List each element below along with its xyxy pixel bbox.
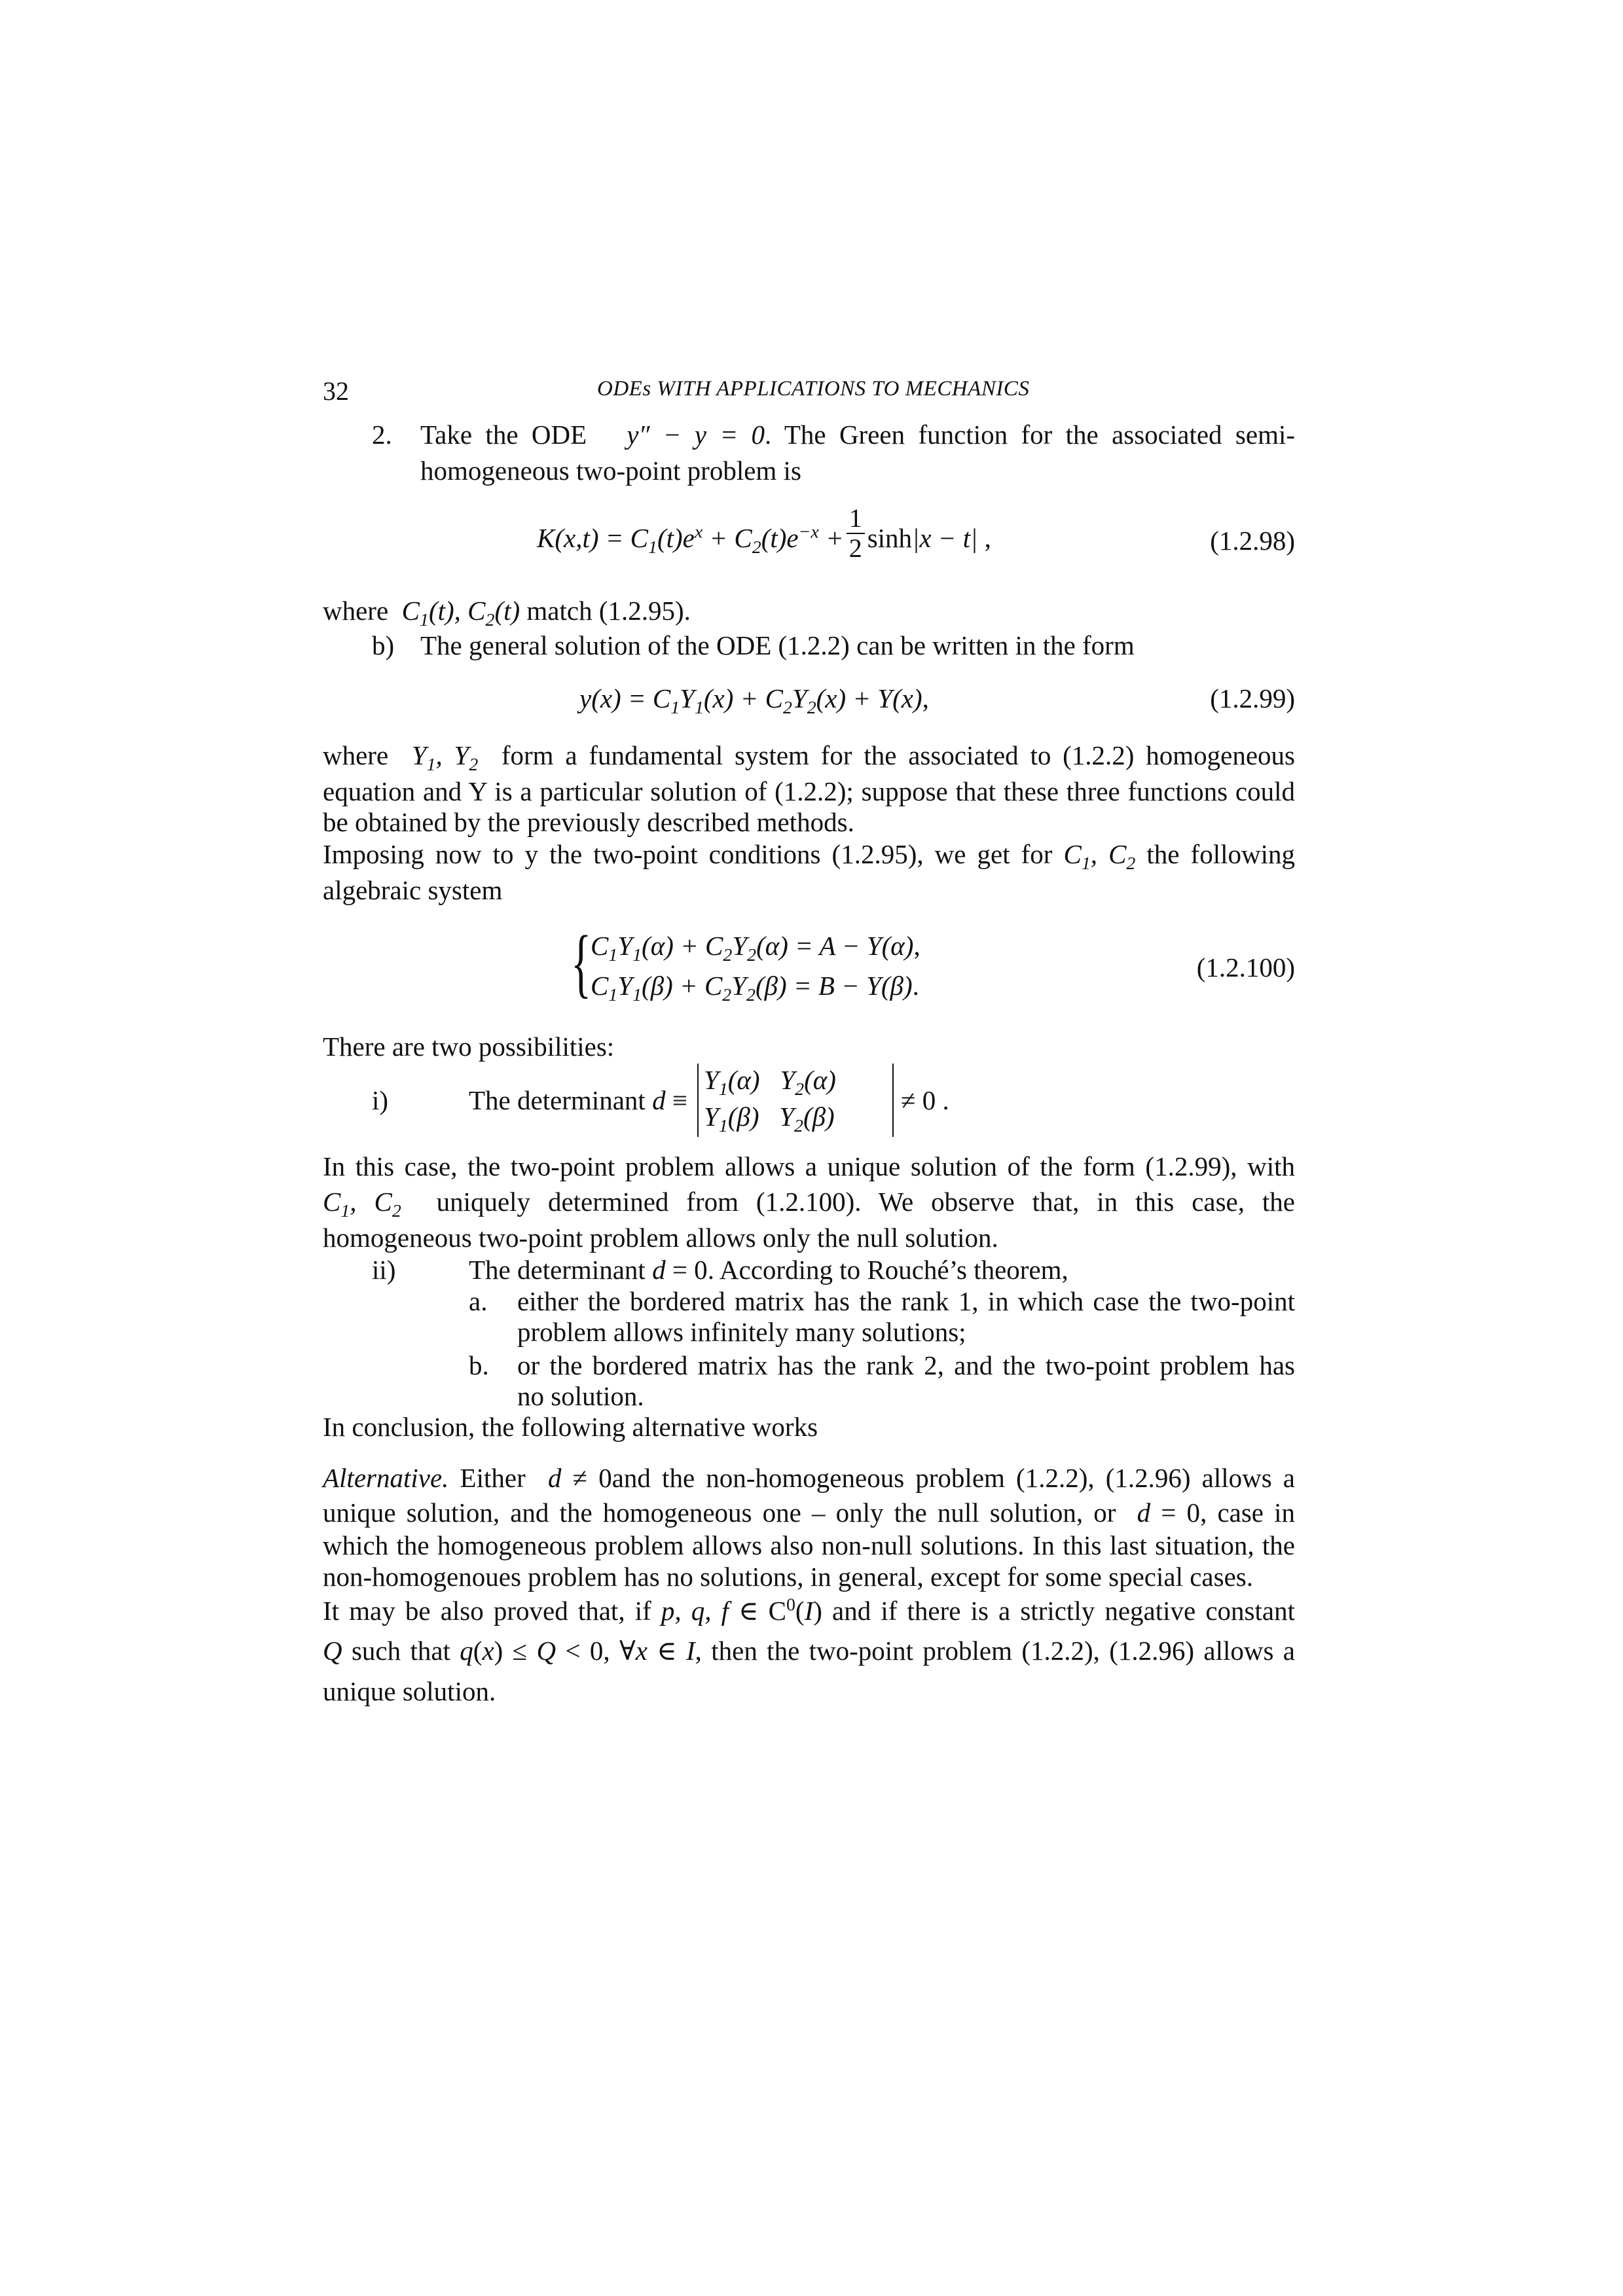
final-line3: unique solution. — [323, 1676, 496, 1706]
fundamental-line2: equation and Y is a particular solution of (1.2.2); suppose that these three functions could — [323, 776, 1295, 806]
case-i-para-line3: homogeneous two-point problem allows only the null solution. — [323, 1223, 998, 1253]
determinant-row2: $Y_1(\beta)$ $Y_2(\beta)$ — [704, 1102, 835, 1137]
determinant-left-bar — [697, 1064, 699, 1137]
final-line2: Q such that q(x) ≤ Q < 0, ∀x ∈ I, then the two-point problem (1.2.2), (1.2.96) allows a — [323, 1636, 1296, 1666]
case-i-para-line1: In this case, the two-point problem allows a unique solution of the form (1.2.99), with — [323, 1151, 1295, 1181]
imposing-line1: Imposing now to y the two-point conditions (1.2.95), we get for $C_1$, $C_2$ the following — [323, 839, 1295, 874]
case-i-para-line2: $C_1$, $C_2$ uniquely determined from (1.2.100). We observe that, in this case, the — [323, 1187, 1295, 1222]
conclusion-line: In conclusion, the following alternative works — [323, 1412, 818, 1442]
fundamental-line1: where $Y_1$, $Y_2$ form a fundamental system for the associated to (1.2.2) homogeneous — [323, 740, 1295, 776]
alternative-line2: unique solution, and the homogeneous one – only the null solution, or d = 0, case in — [323, 1498, 1296, 1528]
item2-line1: Take the ODE y″ − y = 0. The Green function for the associated semi- — [420, 420, 1296, 450]
case-i-text: The determinant d ≡ — [469, 1085, 687, 1115]
system-line1: $C_1Y_1(\alpha) + C_2Y_2(\alpha) = A - Y(\alpha)$, — [591, 931, 921, 966]
page-number: 32 — [323, 376, 349, 406]
case-ii-sub-a-line1: either the bordered matrix has the rank 1, in which case the two-point — [517, 1286, 1295, 1316]
left-brace: { — [571, 920, 592, 1005]
possibilities-line: There are two possibilities: — [323, 1031, 615, 1062]
running-title: ODEs WITH APPLICATIONS TO MECHANICS — [597, 377, 1030, 401]
item-b-text: The general solution of the ODE (1.2.2) can be written in the form — [420, 630, 1135, 660]
equation-number-1-2-99: (1.2.99) — [1210, 683, 1295, 713]
determinant-row1: $Y_1(\alpha)$ $Y_2(\alpha)$ — [704, 1065, 836, 1100]
alternative-line1: Alternative. Either d ≠ 0and the non-homogeneous problem (1.2.2), (1.2.96) allows a — [323, 1463, 1296, 1493]
case-ii-sub-b-line2: no solution. — [517, 1381, 644, 1411]
case-ii-label: ii) — [372, 1255, 396, 1285]
case-ii-sub-b-label: b. — [469, 1350, 489, 1380]
case-ii-sub-a-line2: problem allows infinitely many solutions; — [517, 1317, 966, 1347]
case-ii-text: The determinant d = 0. According to Rouché’s theorem, — [469, 1255, 1068, 1285]
alternative-line4: non-homogenoues problem has no solutions, in general, except for some special cases. — [323, 1562, 1253, 1592]
item2-line2: homogeneous two-point problem is — [420, 456, 801, 486]
imposing-line2: algebraic system — [323, 875, 503, 905]
case-ii-sub-a-label: a. — [469, 1286, 488, 1316]
final-line1: It may be also proved that, if p, q, f ∈ $C^0(I)$ and if there is a strictly negative constant — [323, 1594, 1295, 1626]
case-i-label: i) — [372, 1085, 389, 1115]
alternative-line3: which the homogeneous problem allows also non-null solutions. In this last situation, the — [323, 1530, 1295, 1560]
system-line2: $C_1Y_1(\beta) + C_2Y_2(\beta) = B - Y(\beta)$. — [591, 971, 919, 1006]
equation-number-1-2-98: (1.2.98) — [1210, 526, 1295, 556]
ode-equation: y″ − y = 0 — [627, 420, 765, 450]
case-ii-sub-b-line1: or the bordered matrix has the rank 2, and the two-point problem has — [517, 1350, 1295, 1380]
green-function-equation: $K(x,t) = C_1(t)e^x + C_2(t)e^{-x}$ + $\frac{1}{2}$ sinh|x − t| , — [537, 503, 991, 563]
equation-number-1-2-100: (1.2.100) — [1196, 952, 1295, 982]
general-solution-equation: $y(x) = C_1Y_1(x) + C_2Y_2(x) + Y(x)$, — [579, 683, 929, 719]
fundamental-line3: be obtained by the previously described methods. — [323, 807, 854, 837]
item2-number: 2. — [372, 420, 392, 450]
item-b-label: b) — [372, 630, 395, 660]
determinant-right-bar — [892, 1064, 894, 1137]
where-line: where $C_1(t)$, $C_2(t)$ match (1.2.95). — [323, 596, 691, 631]
not-equal-zero: ≠ 0 . — [901, 1085, 949, 1115]
